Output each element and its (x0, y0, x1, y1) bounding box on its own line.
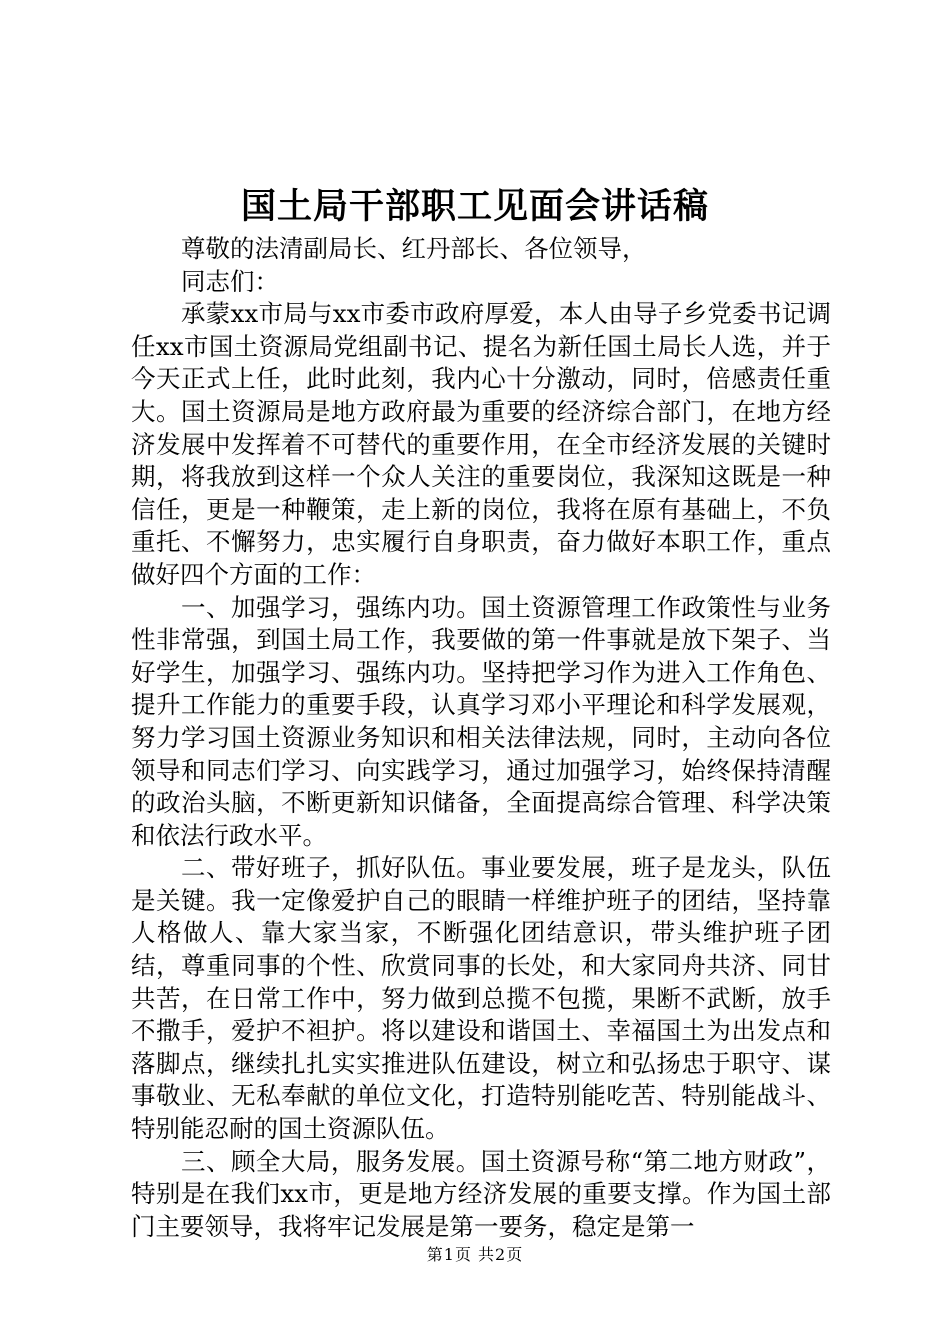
document-body (131, 233, 831, 1243)
page-number-footer: 第1页 共2页 (426, 1245, 524, 1264)
body-paragraph: 一、加强学习，强练内功。国土资源管理工作政策性与业务性非常强，到国土局工作，我要做的第一件事就是放下架子、当好学生，加强学习、强练内功。坚持把学习作为进入工作角色、提升工作能力的重要手段，认真学习邓小平理论和科学发展观，努力学习国土资源业务知识和相关法律法规，同时，主动向各位领导和同志们学习、向实践学习，通过加强学习，始终保持清醒的政治头脑，不断更新知识储备，全面提高综合管理、科学决策和依法行政水平。 (131, 592, 831, 850)
body-paragraph: 三、顾全大局，服务发展。国土资源号称“第二地方财政”，特别是在我们xx市，更是地方经济发展的重要支撑。作为国土部门主要领导，我将牢记发展是第一要务，稳定是第一 (131, 1146, 831, 1241)
body-paragraph: 二、带好班子，抓好队伍。事业要发展，班子是龙头，队伍是关键。我一定像爱护自己的眼睛一样维护班子的团结，坚持靠人格做人、靠大家当家，不断强化团结意识，带头维护班子团结，尊重同事的个性、欣赏同事的长处，和大家同舟共济、同甘共苦，在日常工作中，努力做到总揽不包揽，果断不武断，放手不撒手，爱护不袒护。将以建设和谐国土、幸福国土为出发点和落脚点，继续扎扎实实推进队伍建设，树立和弘扬忠于职守、谋事敬业、无私奉献的单位文化，打造特别能吃苦、特别能战斗、特别能忍耐的国土资源队伍。 (131, 853, 831, 1144)
document-title: 国土局干部职工见面会讲话稿 (240, 186, 709, 227)
salutation-line: 同志们： (181, 266, 279, 296)
body-paragraph: 承蒙xx市局与xx市委市政府厚爱，本人由导子乡党委书记调任xx市国土资源局党组副书记、提名为新任国土局长人选，并于今天正式上任，此时此刻，我内心十分激动，同时，倍感责任重大。国土资源局是地方政府最为重要的经济综合部门，在地方经济发展中发挥着不可替代的重要作用，在全市经济发展的关键时期，将我放到这样一个众人关注的重要岗位，我深知这既是一种信任，更是一种鞭策，走上新的岗位，我将在原有基础上，不负重托、不懈努力，忠实履行自身职责，奋力做好本职工作，重点做好四个方面的工作： (131, 299, 831, 589)
salutation-line: 尊敬的法清副局长、红丹部长、各位领导， (181, 234, 647, 263)
